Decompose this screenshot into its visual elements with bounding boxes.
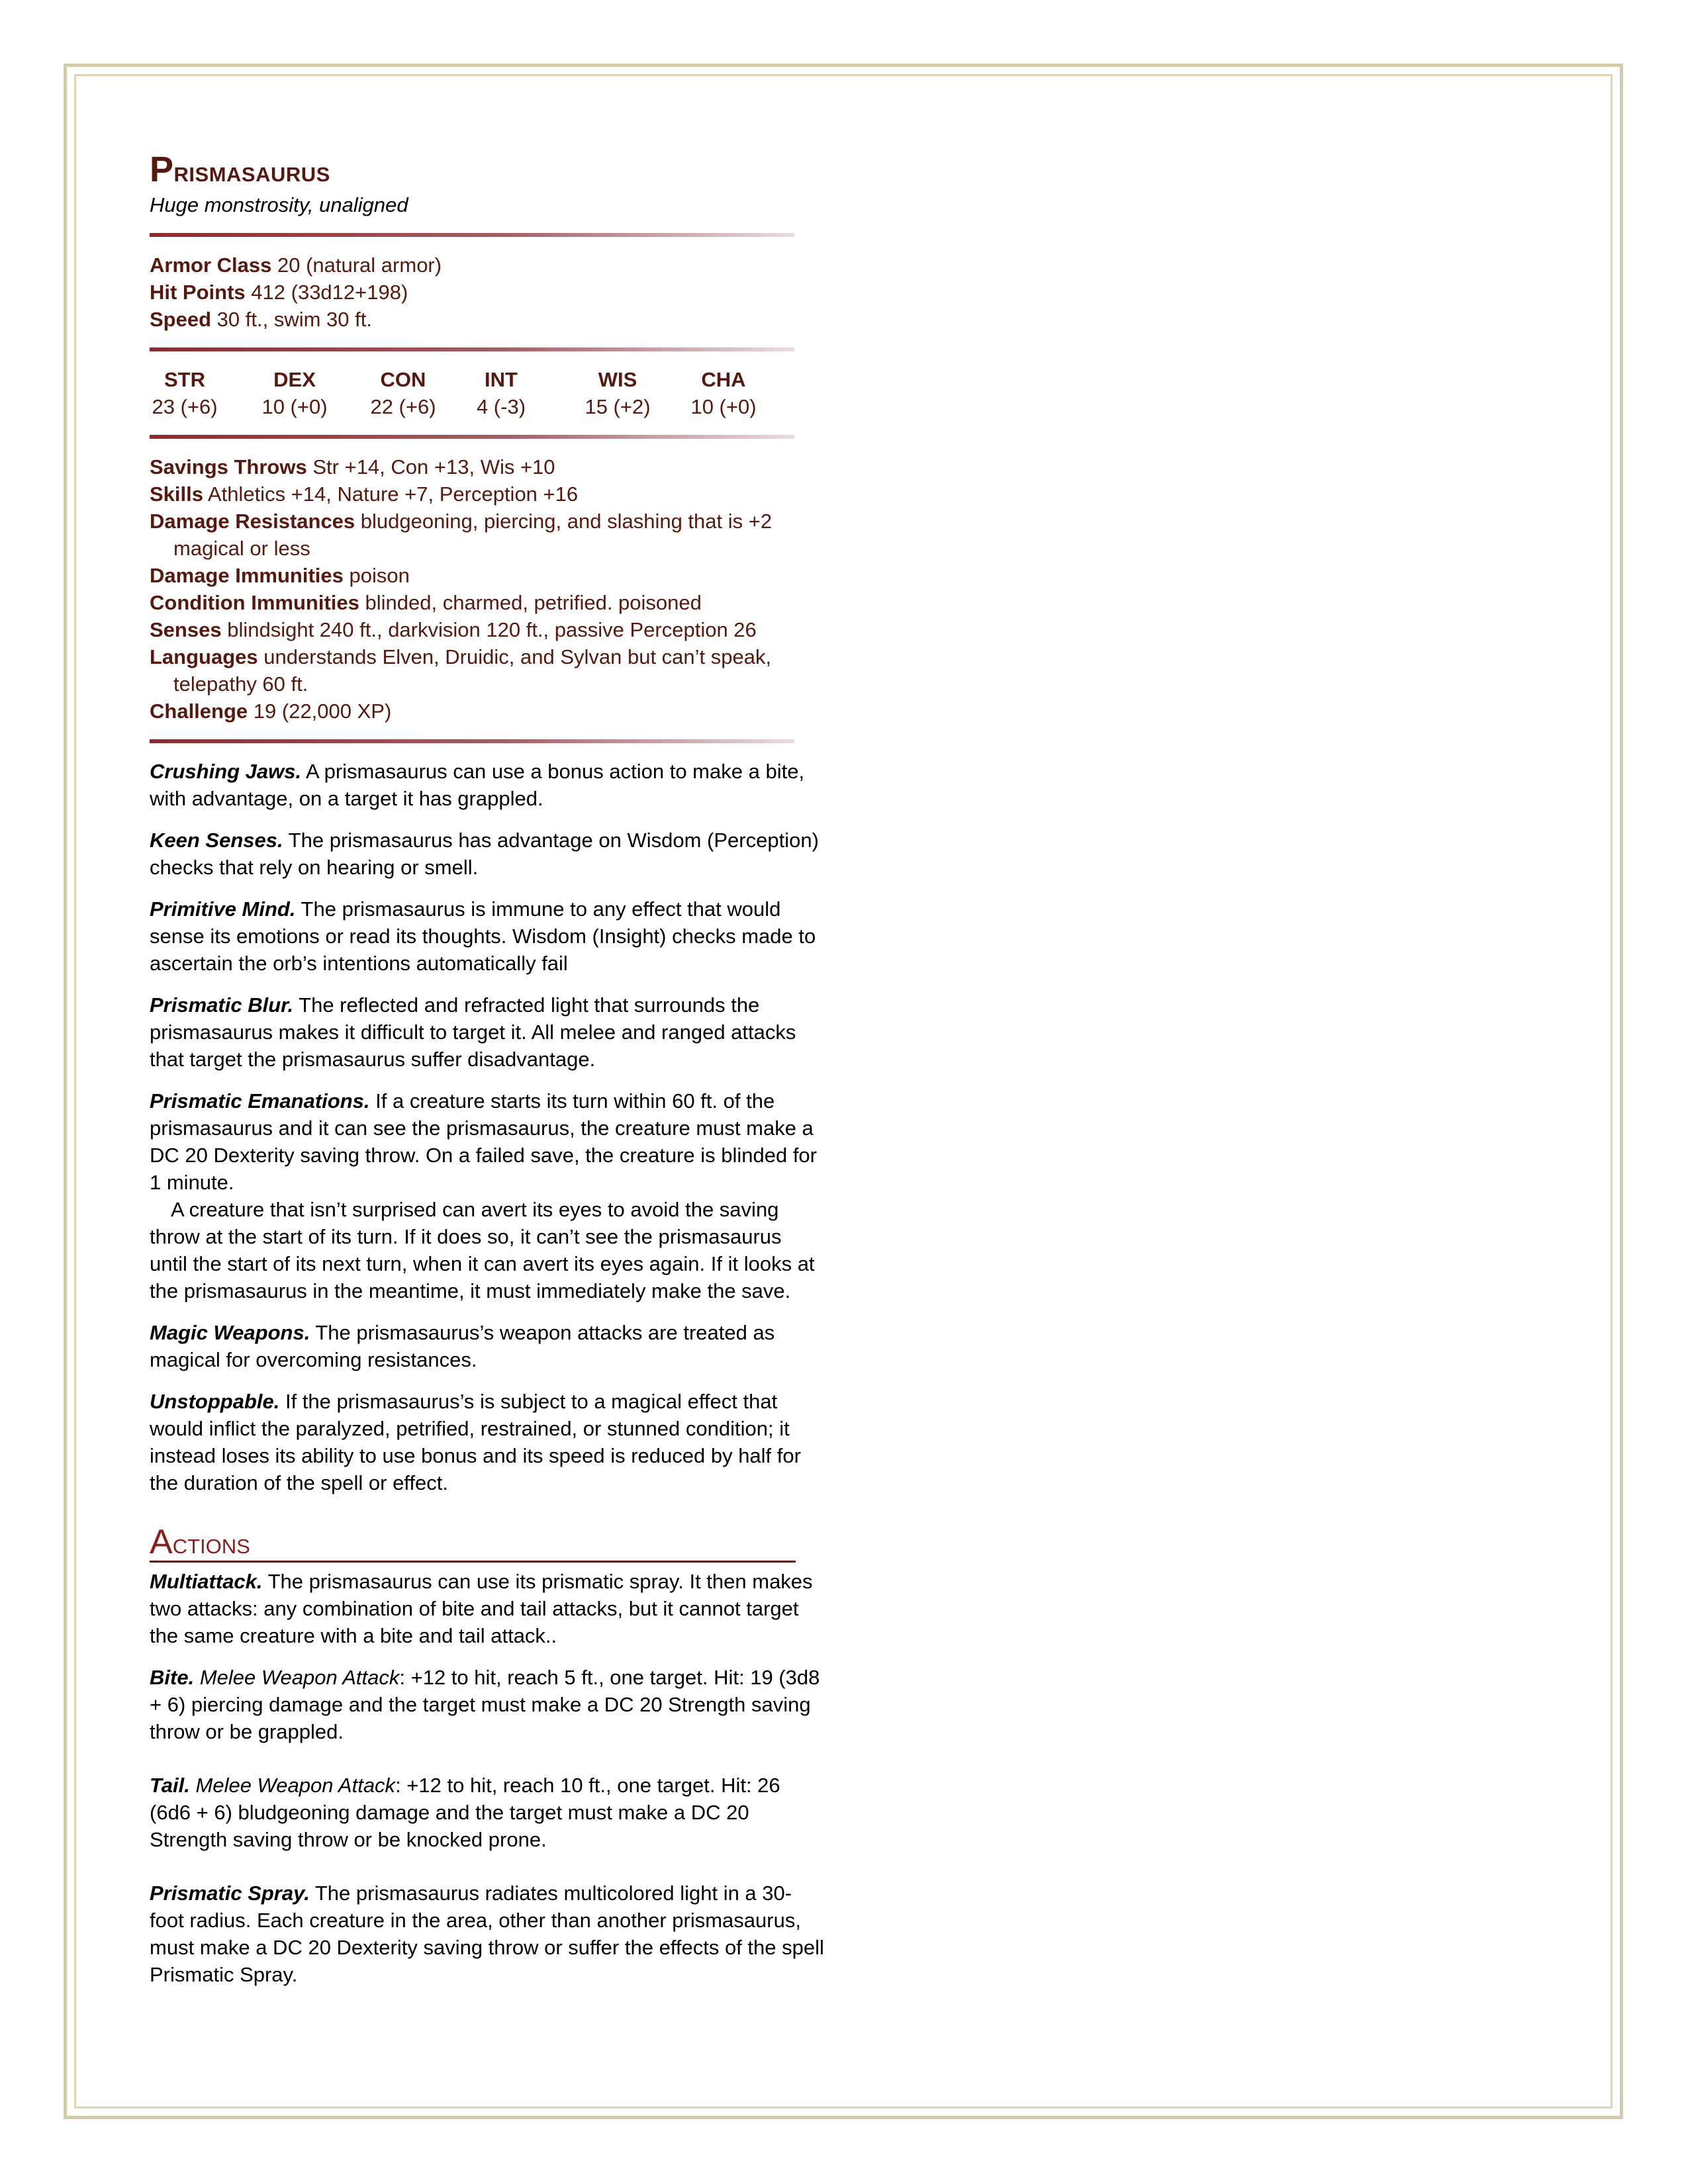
ability-name: STR	[164, 368, 205, 391]
spacer	[330, 366, 368, 420]
ability-score: 4 (-3)	[476, 395, 526, 418]
trait-text: The prismasaurus’s weapon attacks are treated as magical for overcoming resistances.	[150, 1321, 775, 1371]
trait-name: Prismatic Emanations.	[150, 1089, 370, 1113]
trait	[150, 895, 825, 977]
spacer	[653, 366, 688, 420]
armor-class-value: 20 (natural armor)	[277, 253, 442, 277]
action-text: : +12 to hit, reach 10 ft., one target. Hit: 26 (6d6 + 6) bludgeoning damage and the target must make a DC 20 Strength saving throw or be knocked prone.	[150, 1774, 780, 1851]
damage-resistances-label: Damage Resistances	[150, 510, 355, 533]
trait-name: Magic Weapons.	[150, 1321, 310, 1344]
ability-name: DEX	[273, 368, 316, 391]
monster-name: Prismasaurus	[150, 150, 330, 189]
action-name: Prismatic Spray.	[150, 1882, 310, 1905]
ability-name: CHA	[701, 368, 746, 391]
ability-str	[150, 366, 220, 420]
damage-resistances-value: bludgeoning, piercing, and slashing that is +2 magical or less	[173, 510, 773, 560]
damage-immunities-label: Damage Immunities	[150, 564, 344, 587]
ability-int	[473, 366, 530, 420]
trait-name: Primitive Mind.	[150, 897, 296, 921]
action	[150, 1568, 825, 1649]
saving-throws-label: Savings Throws	[150, 455, 307, 478]
trait	[150, 991, 825, 1073]
hit-points	[150, 279, 825, 306]
damage-resistances	[150, 508, 825, 562]
action-name: Bite.	[150, 1666, 195, 1689]
skills-value: Athletics +14, Nature +7, Perception +16	[207, 482, 579, 506]
speed	[150, 306, 825, 333]
trait-name: Crushing Jaws.	[150, 760, 302, 783]
trait-name: Keen Senses.	[150, 829, 283, 852]
action-name: Tail.	[150, 1774, 190, 1797]
ability-score: 10 (+0)	[690, 395, 757, 418]
actions-heading: Actions	[150, 1527, 796, 1563]
trait	[150, 1388, 825, 1496]
languages	[150, 643, 825, 698]
armor-class-label: Armor Class	[150, 253, 272, 277]
action-text: The prismasaurus can use its prismatic spray. It then makes two attacks: any combination of bite and tail attacks, but it cannot target the same creature with a bite and tail attack..	[150, 1570, 813, 1647]
ability-name: WIS	[598, 368, 637, 391]
speed-value: 30 ft., swim 30 ft.	[216, 308, 372, 331]
action-name: Multiattack.	[150, 1570, 263, 1593]
ability-score: 22 (+6)	[370, 395, 436, 418]
challenge-value: 19 (22,000 XP)	[253, 700, 392, 723]
damage-immunities	[150, 562, 825, 589]
senses-value: blindsight 240 ft., darkvision 120 ft., passive Perception 26	[227, 618, 757, 641]
ability-con	[368, 366, 438, 420]
senses-label: Senses	[150, 618, 222, 641]
ability-name: CON	[380, 368, 426, 391]
armor-class	[150, 251, 825, 279]
skills-label: Skills	[150, 482, 203, 506]
divider	[150, 233, 794, 237]
action-text: The prismasaurus radiates multicolored light in a 30-foot radius. Each creature in the area, other than another prismasaurus, must make a DC 20 Dexterity saving throw or suffer the effects of the spell Prismatic Spray.	[150, 1882, 824, 1986]
divider	[150, 435, 794, 439]
action	[150, 1772, 825, 1853]
ability-name: INT	[485, 368, 518, 391]
divider	[150, 739, 794, 743]
trait-name: Unstoppable.	[150, 1390, 280, 1413]
spacer	[530, 366, 583, 420]
languages-value: understands Elven, Druidic, and Sylvan but can’t speak, telepathy 60 ft.	[173, 645, 772, 696]
trait-name: Prismatic Blur.	[150, 993, 294, 1017]
spacer	[438, 366, 473, 420]
speed-label: Speed	[150, 308, 212, 331]
trait-text: The prismasaurus is immune to any effect that would sense its emotions or read its thoughts. Wisdom (Insight) checks made to ascertain the orb’s intentions automatically fail	[150, 897, 816, 975]
trait-text: The reflected and refracted light that surrounds the prismasaurus makes it difficult to target it. All melee and ranged attacks that target the prismasaurus suffer disadvantage.	[150, 993, 796, 1071]
ability-scores	[150, 366, 785, 420]
trait	[150, 758, 825, 812]
action	[150, 1880, 825, 1988]
trait-text: If the prismasaurus’s is subject to a magical effect that would inflict the paralyzed, petrified, restrained, or stunned condition; it instead loses its ability to use bonus and its speed is reduced by half for the duration of the spell or effect.	[150, 1390, 801, 1494]
divider	[150, 347, 794, 351]
trait	[150, 1087, 825, 1304]
condition-immunities-value: blinded, charmed, petrified. poisoned	[365, 591, 702, 614]
action-text: : +12 to hit, reach 5 ft., one target. Hit: 19 (3d8 + 6) piercing damage and the target must make a DC 20 Strength saving throw or be grappled.	[150, 1666, 820, 1743]
ability-score: 23 (+6)	[152, 395, 218, 418]
monster-type: Huge monstrosity, unaligned	[150, 193, 408, 216]
trait-text: If a creature starts its turn within 60 ft. of the prismasaurus and it can see the prismasaurus, the creature must make a DC 20 Dexterity saving throw. On a failed save, the creature is blinded for 1 minute.	[150, 1089, 817, 1194]
challenge	[150, 698, 825, 725]
actions-section	[150, 1568, 825, 1988]
spacer	[220, 366, 259, 420]
ability-dex	[259, 366, 330, 420]
attack-type: Melee Weapon Attack	[199, 1666, 400, 1689]
trait-text: A prismasaurus can use a bonus action to make a bite, with advantage, on a target it has grappled.	[150, 760, 805, 810]
trait	[150, 1319, 825, 1373]
senses	[150, 616, 825, 643]
hit-points-label: Hit Points	[150, 281, 246, 304]
trait	[150, 827, 825, 881]
damage-immunities-value: poison	[349, 564, 410, 587]
trait-text: The prismasaurus has advantage on Wisdom (Perception) checks that rely on hearing or smell.	[150, 829, 819, 879]
ability-cha	[688, 366, 759, 420]
traits-section	[150, 758, 825, 1496]
ability-score: 15 (+2)	[585, 395, 651, 418]
ability-wis	[583, 366, 653, 420]
trait-text-continued: A creature that isn’t surprised can avert its eyes to avoid the saving throw at the start of its turn. If it does so, it can’t see the prismasaurus until the start of its next turn, when it can avert its eyes again. If it looks at the prismasaurus in the meantime, it must immediately make the save.	[150, 1198, 815, 1302]
hit-points-value: 412 (33d12+198)	[251, 281, 408, 304]
skills	[150, 480, 825, 508]
ability-score: 10 (+0)	[261, 395, 328, 418]
stat-block	[150, 151, 825, 1988]
condition-immunities-label: Condition Immunities	[150, 591, 359, 614]
challenge-label: Challenge	[150, 700, 248, 723]
action	[150, 1664, 825, 1745]
attack-type: Melee Weapon Attack	[195, 1774, 396, 1797]
languages-label: Languages	[150, 645, 258, 668]
saving-throws-value: Str +14, Con +13, Wis +10	[312, 455, 555, 478]
saving-throws	[150, 453, 825, 480]
condition-immunities	[150, 589, 825, 616]
